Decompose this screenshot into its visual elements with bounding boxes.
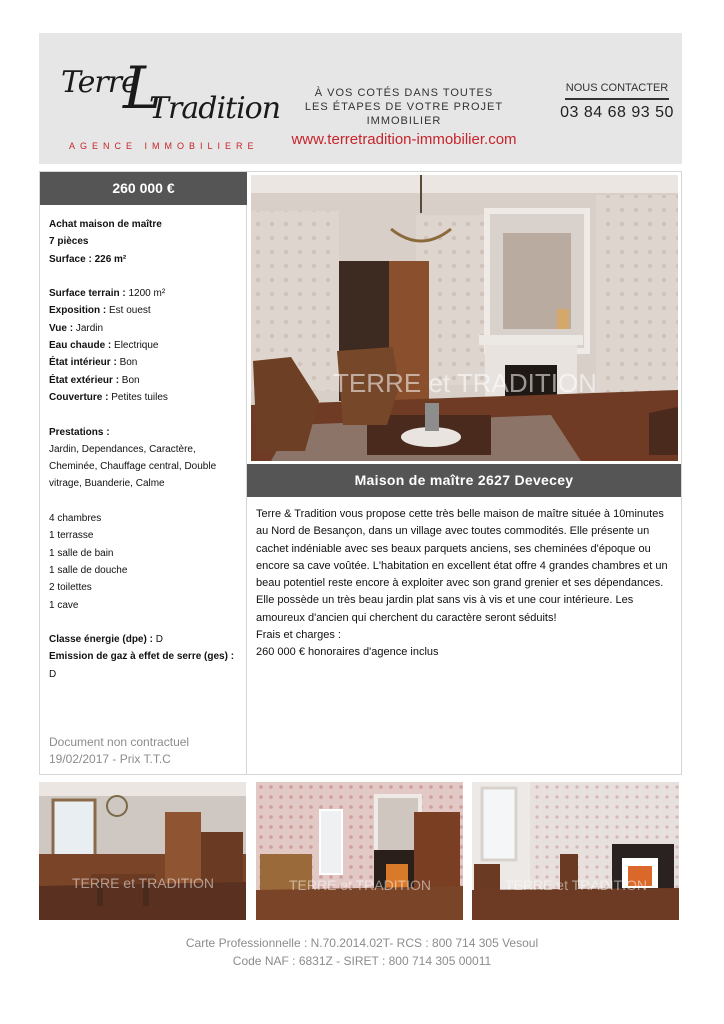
- specs-list: [49, 216, 244, 683]
- header-banner: [39, 33, 682, 164]
- price-bar: 260 000 €: [40, 172, 247, 205]
- contact-label: NOUS CONTACTER: [565, 82, 669, 100]
- tagline-line-2: LES ÉTAPES DE VOTRE PROJET IMMOBILIER: [304, 101, 504, 127]
- logo-l-letter: L: [123, 54, 162, 122]
- footer-line-2: Code NAF : 6831Z - SIRET : 800 714 305 00011: [232, 954, 492, 968]
- room-detail: 2 toilettes: [49, 582, 92, 594]
- listing-rooms: 7 pièces: [49, 236, 89, 248]
- ges-class: Emission de gaz à effet de serre (ges) : D: [49, 651, 235, 680]
- thumbnail-photo-fireplace-room[interactable]: [472, 782, 679, 920]
- listing-details-panel: [39, 171, 247, 775]
- tagline: [279, 86, 529, 128]
- thumbnail-watermark: TERRE et TRADITION: [504, 877, 648, 893]
- description-text: Terre & Tradition vous propose cette très belle maison de maître située à 10minutes au Nord de Besançon, dans un village avec toutes commodités. Elle présente un cachet indéniable avec ses beaux parquets anciens, ses cheminées d'époque ou encore sa cave voûtée. L'habitation en excellent état offre 4 grandes chambres et un beau potentiel reste encore à exploiter avec son grand grenier et ses dépendances. Elle possède un très beau jardin plat sans vis à vis et une cour intérieure. Les amoureux d'ancien qui cherchent du caractère seront séduits!: [256, 508, 668, 624]
- prestations-label: Prestations :: [49, 426, 110, 438]
- thumbnail-photo-bedroom[interactable]: [256, 782, 463, 920]
- listing-title: Maison de maître 2627 Devecey: [247, 464, 681, 497]
- room-detail: 1 cave: [49, 599, 79, 611]
- document-note-line-2: 19/02/2017 - Prix T.T.C: [49, 752, 171, 766]
- fees-line: 260 000 € honoraires d'agence inclus: [256, 646, 439, 659]
- spec-row: Surface terrain : 1200 m²: [49, 288, 166, 300]
- spec-row: État extérieur : Bon: [49, 374, 140, 386]
- spec-row: Exposition : Est ouest: [49, 305, 151, 317]
- agency-logo[interactable]: [57, 54, 281, 139]
- energy-class: Classe énergie (dpe) : D: [49, 634, 163, 646]
- prestations-line: Jardin, Dependances, Caractère,: [49, 443, 196, 455]
- contact-phone[interactable]: 03 84 68 93 50: [560, 104, 674, 121]
- room-detail: 1 salle de bain: [49, 547, 114, 559]
- room-detail: 1 terrasse: [49, 530, 94, 542]
- listing-surface: Surface : 226 m²: [49, 253, 127, 265]
- listing-main-panel: [247, 171, 682, 775]
- prestations-line: vitrage, Buanderie, Calme: [49, 478, 165, 490]
- spec-row: Vue : Jardin: [49, 322, 104, 334]
- logo-tradition-text: Tradition: [149, 91, 281, 126]
- logo-agency-subtitle: AGENCE IMMOBILIERE: [69, 141, 259, 151]
- main-photo-watermark: TERRE et TRADITION: [333, 368, 597, 398]
- charges-line: Frais et charges :: [256, 629, 341, 642]
- prestations-line: Cheminée, Chauffage central, Double: [49, 461, 217, 473]
- thumbnail-watermark: TERRE et TRADITION: [288, 877, 432, 893]
- thumbnail-photo-dining-room[interactable]: [39, 782, 246, 920]
- footer-line-1: Carte Professionnelle : N.70.2014.02T- RCS : 800 714 305 Vesoul: [185, 936, 539, 950]
- room-detail: 1 salle de douche: [49, 564, 128, 576]
- spec-row: Eau chaude : Electrique: [49, 340, 159, 352]
- spec-row: État intérieur : Bon: [49, 357, 138, 369]
- document-note-line-1: Document non contractuel: [49, 735, 190, 749]
- tagline-line-1: À VOS COTÉS DANS TOUTES: [314, 87, 494, 99]
- logo-terre-text: Terre: [61, 65, 138, 100]
- footer-legal: [0, 934, 724, 970]
- main-photo-living-room[interactable]: [251, 175, 678, 461]
- listing-type: Achat maison de maître: [49, 219, 162, 230]
- room-detail: 4 chambres: [49, 513, 102, 525]
- website-link[interactable]: www.terretradition-immobilier.com: [291, 131, 517, 148]
- document-note: [49, 734, 189, 768]
- thumbnail-watermark: TERRE et TRADITION: [71, 875, 215, 891]
- listing-description: [256, 506, 676, 662]
- spec-row: Couverture : Petites tuiles: [49, 391, 168, 403]
